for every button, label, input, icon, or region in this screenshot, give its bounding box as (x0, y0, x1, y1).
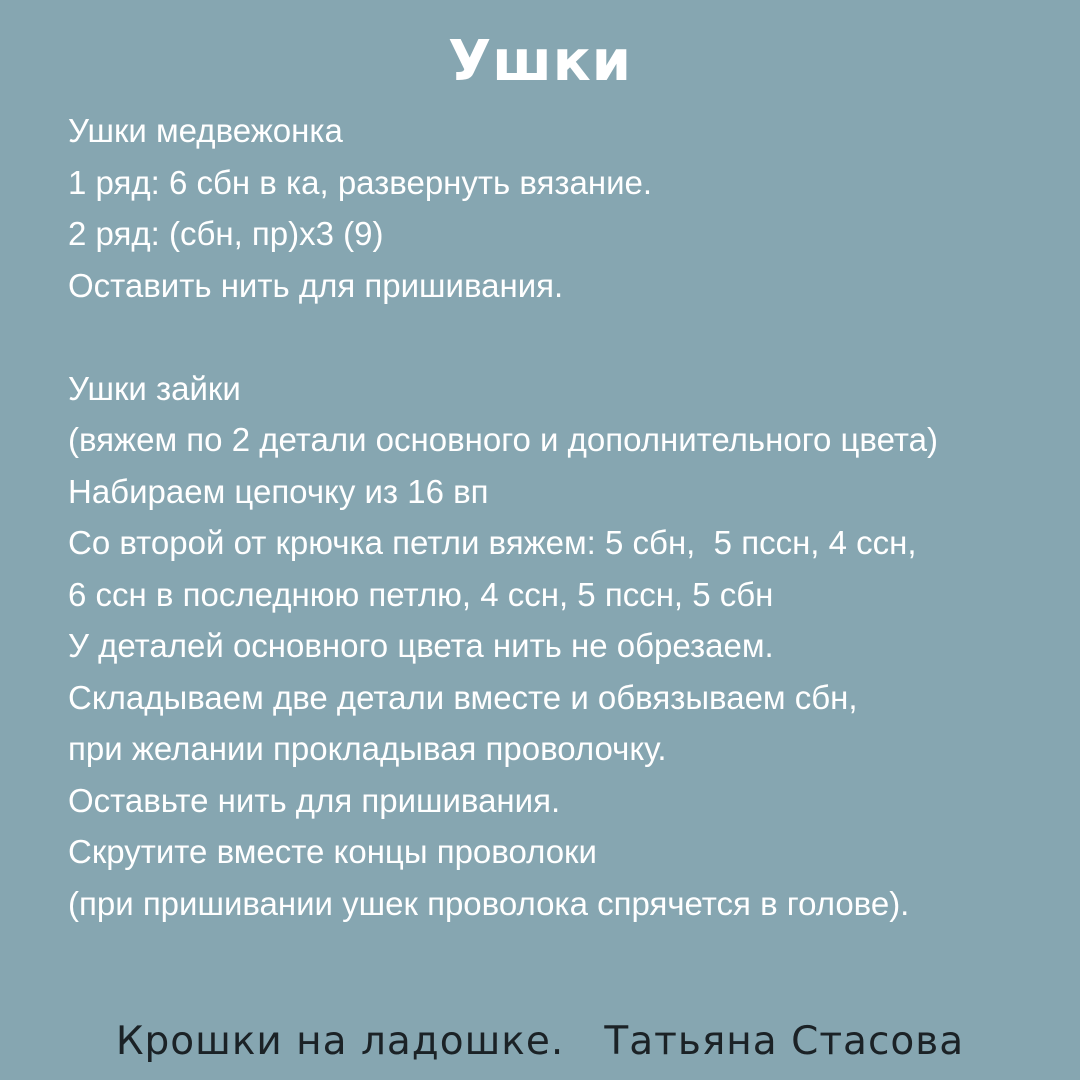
text-line: Ушки медвежонка (68, 112, 343, 149)
text-line: Со второй от крючка петли вяжем: 5 сбн, 5 пссн, 4 ссн, (68, 524, 917, 561)
instructions-text (68, 105, 1068, 929)
text-line: Оставьте нить для пришивания. (68, 781, 561, 819)
text-line: Складываем две детали вместе и обвязываем сбн, (68, 678, 858, 716)
text-line: (вяжем по 2 детали основного и дополнительного цвета) (68, 421, 938, 458)
text-line: Оставить нить для пришивания. (68, 266, 564, 304)
text-line: 2 ряд: (сбн, пр)х3 (9) (68, 215, 384, 252)
text-line: 6 ссн в последнюю петлю, 4 ссн, 5 пссн, 5 сбн (68, 575, 774, 613)
author-credit: Крошки на ладошке. Татьяна Стасова (115, 1019, 965, 1064)
text-line: 1 ряд: 6 сбн в ка, развернуть вязание. (68, 163, 653, 201)
text-line: при желании прокладывая проволочку. (68, 730, 667, 767)
blank-line (68, 311, 1068, 363)
text-line: У деталей основного цвета нить не обрезаем. (68, 627, 774, 664)
text-line: Ушки зайки (68, 369, 241, 407)
text-line: (при пришивании ушек проволока спрячется в голове). (68, 884, 910, 922)
page-title: Ушки (448, 29, 632, 94)
text-line: Скрутите вместе концы проволоки (68, 833, 597, 870)
text-line: Набираем цепочку из 16 вп (68, 472, 489, 510)
